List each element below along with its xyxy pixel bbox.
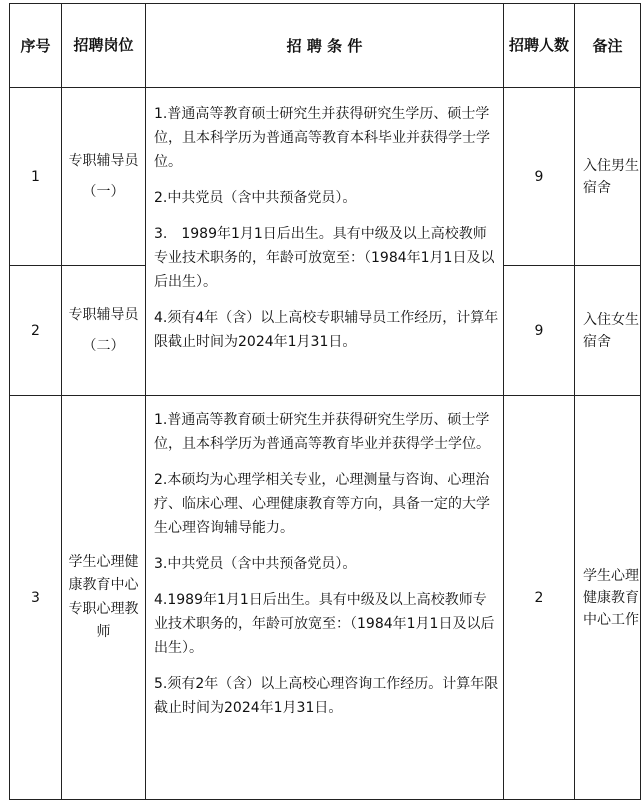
condition-item: 5.须有2年（含）以上高校心理咨询工作经历。计算年限截止时间为2024年1月31日。 [154, 676, 499, 716]
row-seq: 1 [10, 88, 62, 266]
condition-item: 3.中共党员（含中共预备党员）。 [154, 556, 357, 572]
condition-item: 4.须有4年（含）以上高校专职辅导员工作经历，计算年限截止时间为2024年1月31日。 [154, 310, 499, 350]
row-count: 9 [504, 88, 575, 266]
header-position: 招聘岗位 [62, 4, 146, 88]
row-position: 学生心理健康教育中心专职心理教师 [62, 396, 146, 800]
table-row [10, 88, 641, 266]
row-position: 专职辅导员（一） [62, 88, 146, 266]
condition-item: 3. 1989年1月1日后出生。具有中级及以上高校教师专业技术职务的，年龄可放宽至：（1984年1月1日及以后出生）。 [154, 226, 495, 290]
row-seq: 2 [10, 266, 62, 396]
row-count: 2 [504, 396, 575, 800]
row-remark: 入住男生宿舍 [575, 88, 641, 266]
recruitment-table [9, 3, 641, 800]
condition-item: 1.普通高等教育硕士研究生并获得研究生学历、硕士学位，且本科学历为普通高等教育毕业并获得学士学位。 [154, 412, 490, 452]
condition-item: 2.本硕均为心理学相关专业，心理测量与咨询、心理治疗、临床心理、心理健康教育等方向，具备一定的大学生心理咨询辅导能力。 [154, 472, 490, 536]
row-remark: 入住女生宿舍 [575, 266, 641, 396]
condition-item: 1.普通高等教育硕士研究生并获得研究生学历、硕士学位，且本科学历为普通高等教育本科毕业并获得学士学位。 [154, 106, 490, 170]
conditions-cell [146, 396, 504, 800]
header-row [10, 4, 641, 88]
row-position: 专职辅导员（二） [62, 266, 146, 396]
table-row [10, 396, 641, 800]
row-remark: 学生心理健康教育中心工作 [575, 396, 641, 800]
condition-item: 2.中共党员（含中共预备党员）。 [154, 190, 357, 206]
row-count: 9 [504, 266, 575, 396]
header-remark: 备注 [575, 4, 641, 88]
header-count: 招聘人数 [504, 4, 575, 88]
row-seq: 3 [10, 396, 62, 800]
header-seq: 序号 [10, 4, 62, 88]
condition-item: 4.1989年1月1日后出生。具有中级及以上高校教师专业技术职务的，年龄可放宽至：（1984年1月1日及以后出生）。 [154, 592, 495, 656]
header-conditions: 招 聘 条 件 [146, 4, 504, 88]
conditions-cell [146, 88, 504, 396]
